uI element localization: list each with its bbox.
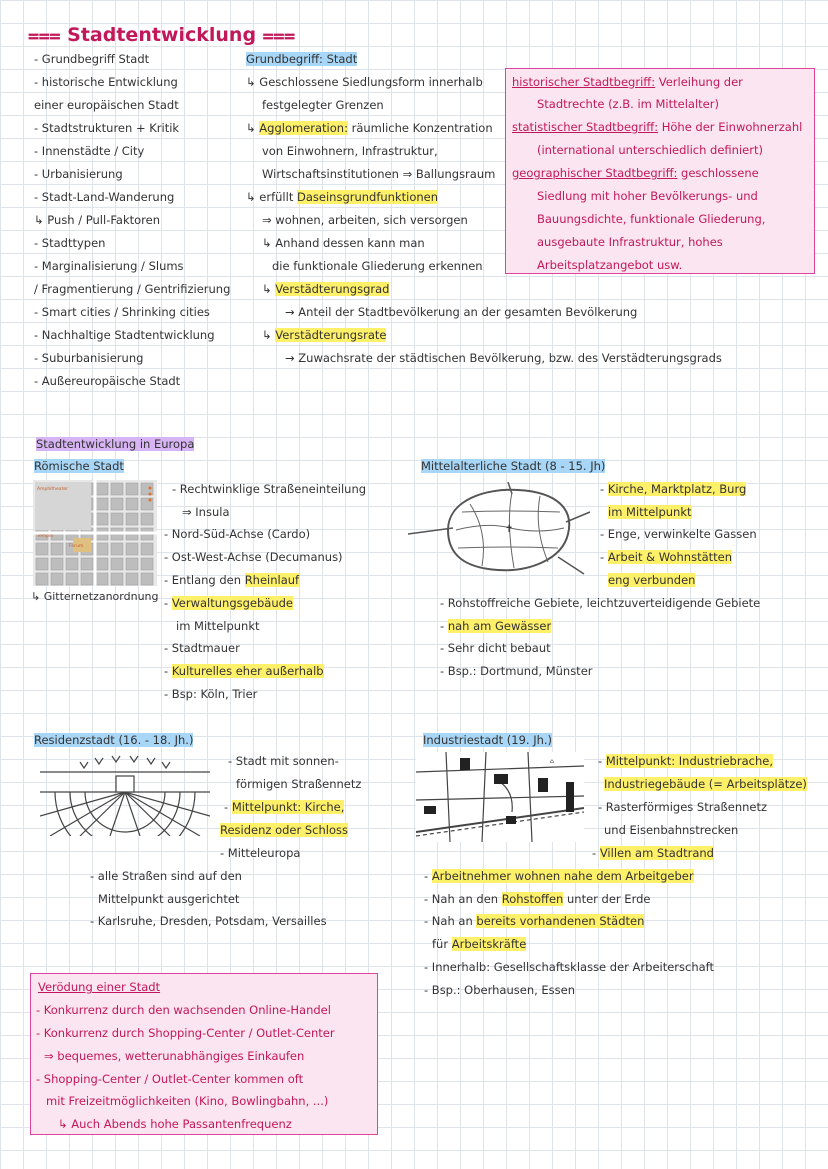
grundbegriff-line: ↳ Geschlossene Siedlungsform innerhalb [246, 75, 483, 89]
insula-block [126, 513, 138, 525]
insula-block [36, 558, 48, 570]
list-item: - Arbeit & Wohnstätten [600, 550, 733, 564]
statistischer-begriff: statistischer Stadtbegriff: Höhe der Einwohnerzahl [512, 120, 803, 134]
insula-block [96, 543, 108, 555]
list-item: - Ost-West-Achse (Decumanus) [164, 550, 343, 564]
insula-block [51, 543, 63, 555]
list-item: Industriegebäude (= Arbeitsplätze) [604, 777, 807, 791]
industrie-city-map [416, 752, 584, 842]
list-item: einer europäischen Stadt [34, 98, 179, 112]
list-item: - Rasterförmiges Straßennetz [598, 800, 768, 814]
insula-block [111, 573, 123, 585]
residenz-city-map [40, 752, 210, 836]
list-item: - Stadtstrukturen + Kritik [34, 121, 180, 135]
grundbegriff-line: ↳ erfüllt Daseinsgrundfunktionen [246, 190, 439, 204]
list-item: - Konkurrenz durch Shopping-Center / Outlet-Center [36, 1026, 335, 1040]
insula-block [111, 513, 123, 525]
begriff-line: Stadtrechte (z.B. im Mittelalter) [537, 97, 719, 111]
residenz-heading: Residenzstadt (16. - 18. Jh.) [34, 733, 194, 747]
list-item: eng verbunden [608, 573, 696, 587]
list-item: - Urbanisierung [34, 167, 123, 181]
list-item: - historische Entwicklung [34, 75, 178, 89]
grundbegriff-line: von Einwohnern, Infrastruktur, [262, 144, 438, 158]
historischer-begriff: historischer Stadtbegriff: Verleihung der [512, 75, 743, 89]
insula-block [141, 513, 153, 525]
list-item: und Eisenbahnstrecken [604, 823, 739, 837]
list-item: / Fragmentierung / Gentrifizierung [34, 282, 231, 296]
list-item: - Innenstädte / City [34, 144, 145, 158]
list-item: - Rohstoffreiche Gebiete, leichtzuverteidigende Gebiete [440, 596, 761, 610]
insula-block [111, 483, 123, 495]
list-item: ↳ Push / Pull-Faktoren [34, 213, 160, 227]
insula-block [126, 558, 138, 570]
insula-block [36, 573, 48, 585]
list-item: - Villen am Stadtrand [592, 846, 714, 860]
europa-heading: Stadtentwicklung in Europa [36, 437, 195, 451]
geographischer-begriff: geographischer Stadtbegriff: geschlossene [512, 166, 759, 180]
list-item: - Konkurrenz durch den wachsenden Online-Handel [36, 1003, 331, 1017]
factory-icon: ⌂ [550, 758, 554, 765]
church-cross-icon: ✝ [505, 524, 514, 535]
list-item: - alle Straßen sind auf den [90, 869, 242, 883]
list-item: - Innerhalb: Gesellschaftsklasse der Arbeiterschaft [424, 960, 715, 974]
list-item: - Sehr dicht bebaut [440, 641, 551, 655]
list-item: - Enge, verwinkelte Gassen [600, 527, 757, 541]
begriff-line: Arbeitsplatzangebot usw. [537, 258, 683, 272]
grundbegriff-line: ↳ Verstädterungsgrad [262, 282, 390, 296]
list-item: ⇒ bequemes, wetterunabhängiges Einkaufen [44, 1049, 305, 1063]
list-item: - Stadttypen [34, 236, 106, 250]
roman-caption: ↳ Gitternetzanordnung [31, 590, 159, 603]
begriff-line: Siedlung mit hoher Bevölkerungs- und [537, 189, 758, 203]
insula-block [126, 543, 138, 555]
grundbegriff-line: festgelegter Grenzen [262, 98, 384, 112]
list-item: - Bsp.: Dortmund, Münster [440, 664, 593, 678]
list-item: - Bsp.: Oberhausen, Essen [424, 983, 576, 997]
grundbegriff-line: → Zuwachsrate der städtischen Bevölkerung, bzw. des Verstädterungsgrads [285, 351, 722, 365]
list-item: - Kulturelles eher außerhalb [164, 664, 324, 678]
list-item: - Stadt-Land-Wanderung [34, 190, 175, 204]
veroedung-heading: Verödung einer Stadt [38, 980, 161, 994]
amphitheater-label: Amphitheater [37, 487, 68, 492]
list-item: im Mittelpunkt [608, 505, 692, 519]
insula-block [141, 573, 153, 585]
insula-block [126, 498, 138, 510]
list-item: für Arbeitskräfte [432, 937, 527, 951]
list-item: ↳ Auch Abends hohe Passantenfrequenz [58, 1117, 292, 1131]
forum-label: Forum [69, 544, 84, 549]
list-item: - Bsp: Köln, Trier [164, 687, 258, 701]
grundbegriff-line: ↳ Verstädterungsrate [262, 328, 387, 342]
list-item: - Suburbanisierung [34, 351, 144, 365]
insula-block [141, 543, 153, 555]
insula-block [96, 498, 108, 510]
list-item: - Shopping-Center / Outlet-Center kommen oft [36, 1072, 304, 1086]
list-item: - Verwaltungsgebäude [164, 596, 294, 610]
insula-block [66, 573, 78, 585]
list-item: - Smart cities / Shrinking cities [34, 305, 210, 319]
list-item: - Nah an bereits vorhandenen Städten [424, 914, 645, 928]
list-item: Mittelpunkt ausgerichtet [98, 892, 240, 906]
insula-block [96, 483, 108, 495]
list-item: - Arbeitnehmer wohnen nahe dem Arbeitgeber [424, 869, 694, 883]
list-item: - Nachhaltige Stadtentwicklung [34, 328, 215, 342]
list-item: - Stadt mit sonnen- [228, 754, 339, 768]
insula-block [111, 558, 123, 570]
list-item: - Außereuropäische Stadt [34, 374, 181, 388]
insula-block [111, 498, 123, 510]
begriff-line: Bauungsdichte, funktionale Gliederung, [537, 212, 766, 226]
list-item: Residenz oder Schloss [220, 823, 349, 837]
insula-block [141, 558, 153, 570]
insula-block [96, 558, 108, 570]
insula-block [51, 573, 63, 585]
page-title: ⩶ Stadtentwicklung ⩶ [28, 24, 296, 46]
list-item: - Grundbegriff Stadt [34, 52, 150, 66]
list-item: - Kirche, Marktplatz, Burg [600, 482, 747, 496]
list-item: - Stadtmauer [164, 641, 240, 655]
list-item: - nah am Gewässer [440, 619, 552, 633]
insula-block [81, 573, 93, 585]
insula-block [96, 513, 108, 525]
industrie-heading: Industriestadt (19. Jh.) [423, 733, 553, 747]
list-item: ⇒ Insula [182, 505, 230, 519]
insula-block [126, 483, 138, 495]
roman-city-map [33, 480, 157, 586]
medieval-city-map [408, 482, 590, 578]
list-item: - Karlsruhe, Dresden, Potsdam, Versailles [90, 914, 327, 928]
list-item: im Mittelpunkt [176, 619, 260, 633]
begriff-line: ausgebaute Infrastruktur, hohes [537, 235, 723, 249]
insula-block [81, 558, 93, 570]
title-deco-right-icon: ⩶ [256, 24, 296, 46]
title-deco-left-icon: ⩶ [28, 24, 68, 46]
insula-block [96, 573, 108, 585]
list-item: - Marginalisierung / Slums [34, 259, 184, 273]
list-item: - Mittelpunkt: Industriebrache, [598, 754, 773, 768]
begriff-line: (international unterschiedlich definiert) [537, 143, 763, 157]
list-item: - Mitteleuropa [220, 846, 301, 860]
roman-heading: Römische Stadt [34, 459, 124, 473]
list-item: förmigen Straßennetz [236, 777, 362, 791]
list-item: - Entlang den Rheinlauf [164, 573, 300, 587]
grundbegriff-line: → Anteil der Stadtbevölkerung an der gesamten Bevölkerung [285, 305, 638, 319]
list-item: mit Freizeitmöglichkeiten (Kino, Bowlingbahn, ...) [46, 1094, 329, 1108]
list-item: - Mittelpunkt: Kirche, [224, 800, 345, 814]
tempel-label: Tempel [37, 534, 54, 539]
list-item: - Nah an den Rohstoffen unter der Erde [424, 892, 651, 906]
grundbegriff-line: ⇒ wohnen, arbeiten, sich versorgen [262, 213, 468, 227]
list-item: - Nord-Süd-Achse (Cardo) [164, 527, 311, 541]
grundbegriff-line: die funktionale Gliederung erkennen [272, 259, 483, 273]
insula-block [111, 543, 123, 555]
grundbegriff-line: ↳ Agglomeration: räumliche Konzentration [246, 121, 493, 135]
insula-block [66, 558, 78, 570]
grundbegriff-line: Wirtschaftsinstitutionen ⇒ Ballungsraum [262, 167, 496, 181]
medieval-heading: Mittelalterliche Stadt (8 - 15. Jh) [421, 459, 606, 473]
insula-block [51, 558, 63, 570]
insula-block [36, 543, 48, 555]
list-item: - Rechtwinklige Straßeneinteilung [172, 482, 367, 496]
insula-block [126, 573, 138, 585]
grundbegriff-line: ↳ Anhand dessen kann man [262, 236, 425, 250]
grundbegriff-heading: Grundbegriff: Stadt [246, 52, 358, 66]
